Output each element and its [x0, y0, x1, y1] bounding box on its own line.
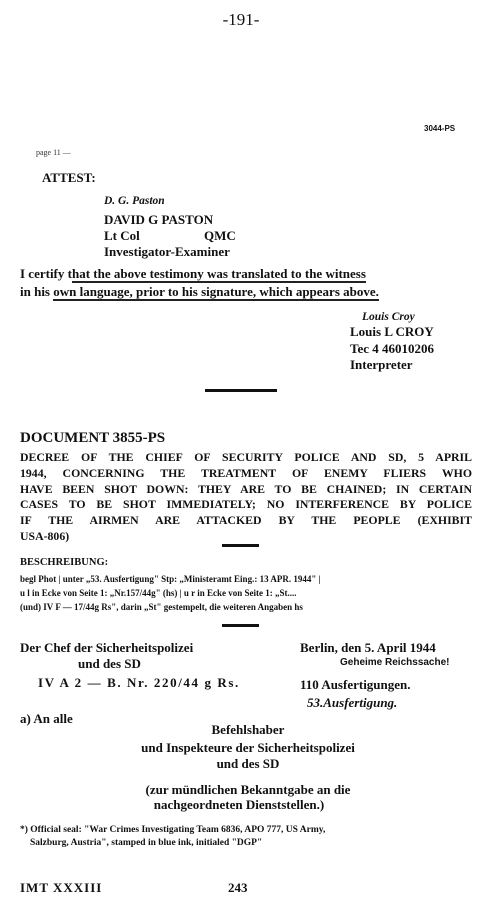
beschreibung-line: (und) IV F — 17/44g Rs", darin „St" gestempelt, die weiteren Angaben hs	[20, 602, 303, 612]
letter-classification: Geheime Reichssache!	[340, 657, 450, 668]
attest-name: DAVID G PASTON	[104, 212, 214, 227]
interpreter-rank: Tec 4 46010206	[350, 341, 435, 356]
section-divider	[205, 389, 277, 392]
letter-sender-line-1: Der Chef der Sicherheitspolizei	[20, 640, 194, 655]
beschreibung-line: u l in Ecke von Seite 1: „Nr.157/44g" (hs) | u r in Ecke von Seite 1: „St....	[20, 588, 297, 598]
certify-line-2-start: in his	[20, 284, 54, 299]
footer-volume: IMT XXXIII	[20, 880, 103, 895]
description-line: IF THE AIRMEN ARE ATTACKED BY THE PEOPLE (EXHIBIT	[20, 513, 472, 528]
certify-line-1-underlined: hat the above testimony was translated to the witness	[71, 266, 366, 281]
letter-recipient-line-1: Befehlshaber	[211, 722, 285, 737]
interpreter-name: Louis L CROY	[350, 324, 434, 339]
certify-line-1	[20, 266, 366, 282]
certify-line-2-underlined: own language, prior to his signature, which appears above.	[53, 284, 379, 299]
short-divider-1	[222, 544, 259, 547]
short-divider-2	[222, 624, 259, 627]
interpreter-title: Interpreter	[350, 357, 413, 372]
letter-recipient-prefix: a) An alle	[20, 711, 73, 726]
description-line: DECREE OF THE CHIEF OF SECURITY POLICE AND SD, 5 APRIL	[20, 450, 472, 464]
letter-recipient-line-3: und des SD	[216, 756, 280, 771]
letter-note-line-2: nachgeordneten Dienststellen.)	[153, 797, 325, 812]
footnote-line-2: Salzburg, Austria", stamped in blue ink, initialed "DGP"	[30, 838, 263, 848]
letter-copies: 110 Ausfertigungen.	[300, 677, 411, 692]
beschreibung-label: BESCHREIBUNG:	[20, 557, 109, 568]
document-heading: DOCUMENT 3855-PS	[20, 430, 166, 446]
beschreibung-line: begl Phot | unter „53. Ausfertigung" Stp: „Ministeramt Eing.: 13 APR. 1944" |	[20, 574, 321, 584]
description-line: CASES TO BE SHOT IMMEDIATELY; NO INTERFERENCE BY POLICE	[20, 497, 472, 512]
document-description	[20, 450, 472, 545]
letter-reference: IV A 2 — B. Nr. 220/44 g Rs.	[38, 675, 240, 690]
attest-rank: Lt Col	[104, 228, 140, 243]
beschreibung-text	[20, 572, 472, 614]
letter-recipient-line-2: und Inspekteure der Sicherheitspolizei	[141, 740, 355, 755]
page-marker: page 11 —	[36, 148, 71, 157]
page-number-top: -191-	[222, 10, 260, 29]
letter-copy-number: 53.Ausfertigung.	[307, 695, 398, 710]
description-line: HAVE BEEN SHOT DOWN: THEY ARE TO BE CHAINED; IN CERTAIN	[20, 481, 472, 496]
attest-title: Investigator-Examiner	[104, 244, 230, 259]
certify-line-1-start: I certify t	[20, 266, 72, 281]
footnote-line-1: *) Official seal: "War Crimes Investigating Team 6836, APO 777, US Army,	[20, 825, 326, 835]
attest-signature: D. G. Paston	[104, 195, 165, 207]
interpreter-signature: Louis Croy	[362, 311, 415, 323]
footer-page-number: 243	[228, 880, 248, 895]
letter-place-date: Berlin, den 5. April 1944	[300, 640, 436, 655]
description-line: USA-806)	[20, 528, 70, 543]
letter-sender-line-2: und des SD	[78, 656, 141, 671]
attest-corps: QMC	[204, 228, 236, 243]
doc-code-corner: 3044-PS	[424, 124, 456, 133]
footnote	[20, 824, 325, 850]
description-line: 1944, CONCERNING THE TREATMENT OF ENEMY FLIERS WHO	[20, 465, 472, 480]
certify-line-2	[20, 284, 379, 300]
attest-label: ATTEST:	[42, 170, 96, 185]
letter-note-line-1: (zur mündlichen Bekanntgabe an die	[145, 782, 351, 797]
